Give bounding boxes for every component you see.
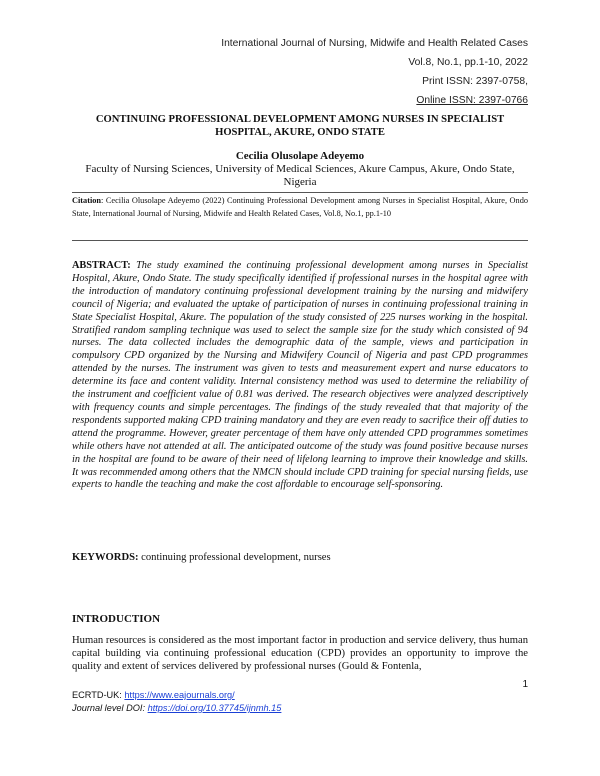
abstract-text: The study examined the continuing professional development among nurses in Specialist Hospital, Akure, Ondo State. The study specifically identified if professional nurses in the hospital agree with the introduction of mandatory continuing professional development training by the nursing and midwifery council of Nigeria; and evaluated the uptake of participation of nurses in continuing professional training in State Specialist Hospital, Akure. The population of the study consisted of 225 nurses working in the hospital. Stratified random sampling technique was used to select the sample size for the study which consisted of 94 nurses. The data collected includes the demographic data of the sample, views and participation in compulsory CPD organized by the Nursing and Midwifery Council of Nigeria and past CPD programmes attended by the nurses. The instrument was given to tests and measurement expert and nurse educators to determine its face and content validity. Internal consistency method was used to determine the reliability of the instrument and coefficient value of 0.81 was derived. The research objectives were analyzed descriptively with frequency counts and simple percentages. The findings of the study revealed that that majority of the respondents supported making CPD training mandatory and they are even ready to sacrifice their off duties to attend the programme. However, greater percentage of them have only attended CPD programmes sometimes while others have not attended at all. The anticipated outcome of the study was found positive because nurses in the hospital are found to be aware of their need of lifelong learning to improve their knowledge and skills. It was recommended among others that the NMCN should include CPD training for special nursing fields, use experts to handle the teaching and make the cost affordable to encourage self-sponsoring. — [72, 260, 529, 491]
introduction-heading: INTRODUCTION — [72, 613, 161, 625]
citation-text: : Cecilia Olusolape Adeyemo (2022) Continuing Professional Development among Nurses in Specialist Hospital, Akure, Ondo State, International Journal of Nursing, Midwife and Health Related Cases, Vol.8, No.1, pp.1-10 — [72, 196, 528, 218]
author-affiliation: Faculty of Nursing Sciences, University of Medical Sciences, Akure Campus, Akure, Ondo State, Nigeria — [85, 163, 515, 188]
ecrtd-label: ECRTD-UK: — [72, 690, 125, 700]
volume-info: Vol.8, No.1, pp.1-10, 2022 — [408, 57, 528, 68]
page-number: 1 — [522, 679, 528, 690]
doi-label: Journal level DOI: — [72, 703, 148, 713]
ecrtd-link[interactable]: https://www.eajournals.org/ — [124, 690, 235, 700]
keywords-label: KEYWORDS: — [72, 552, 139, 563]
footer-ecrtd — [72, 690, 235, 700]
doi-link[interactable]: https://doi.org/10.37745/ijnmh.15 — [147, 703, 282, 713]
author-block — [72, 150, 528, 189]
journal-name: International Journal of Nursing, Midwife and Health Related Cases — [221, 38, 528, 49]
print-issn: Print ISSN: 2397-0758, — [422, 76, 528, 87]
author-name: Cecilia Olusolape Adeyemo — [235, 150, 365, 162]
keywords-text: continuing professional development, nurses — [138, 552, 331, 563]
citation-block — [72, 195, 528, 220]
citation-bottom-rule — [72, 240, 528, 241]
paper-title: CONTINUING PROFESSIONAL DEVELOPMENT AMONG NURSES IN SPECIALIST HOSPITAL, AKURE, ONDO STATE — [95, 114, 505, 138]
journal-header — [221, 34, 528, 110]
citation-top-rule — [72, 192, 528, 193]
introduction-text: Human resources is considered as the most important factor in production and service delivery, thus human capital building via continuing professional education (CPD) provides an opportunity to improve the quality and extent of services delivered by professional nurses (Gould & Fontenla, — [72, 635, 528, 672]
footer-doi — [72, 703, 281, 713]
abstract-block — [72, 260, 528, 492]
abstract-label: ABSTRACT: — [72, 260, 131, 271]
keywords-block — [72, 552, 331, 563]
online-issn: Online ISSN: 2397-0766 — [416, 95, 528, 106]
citation-label: Citation — [72, 196, 102, 205]
